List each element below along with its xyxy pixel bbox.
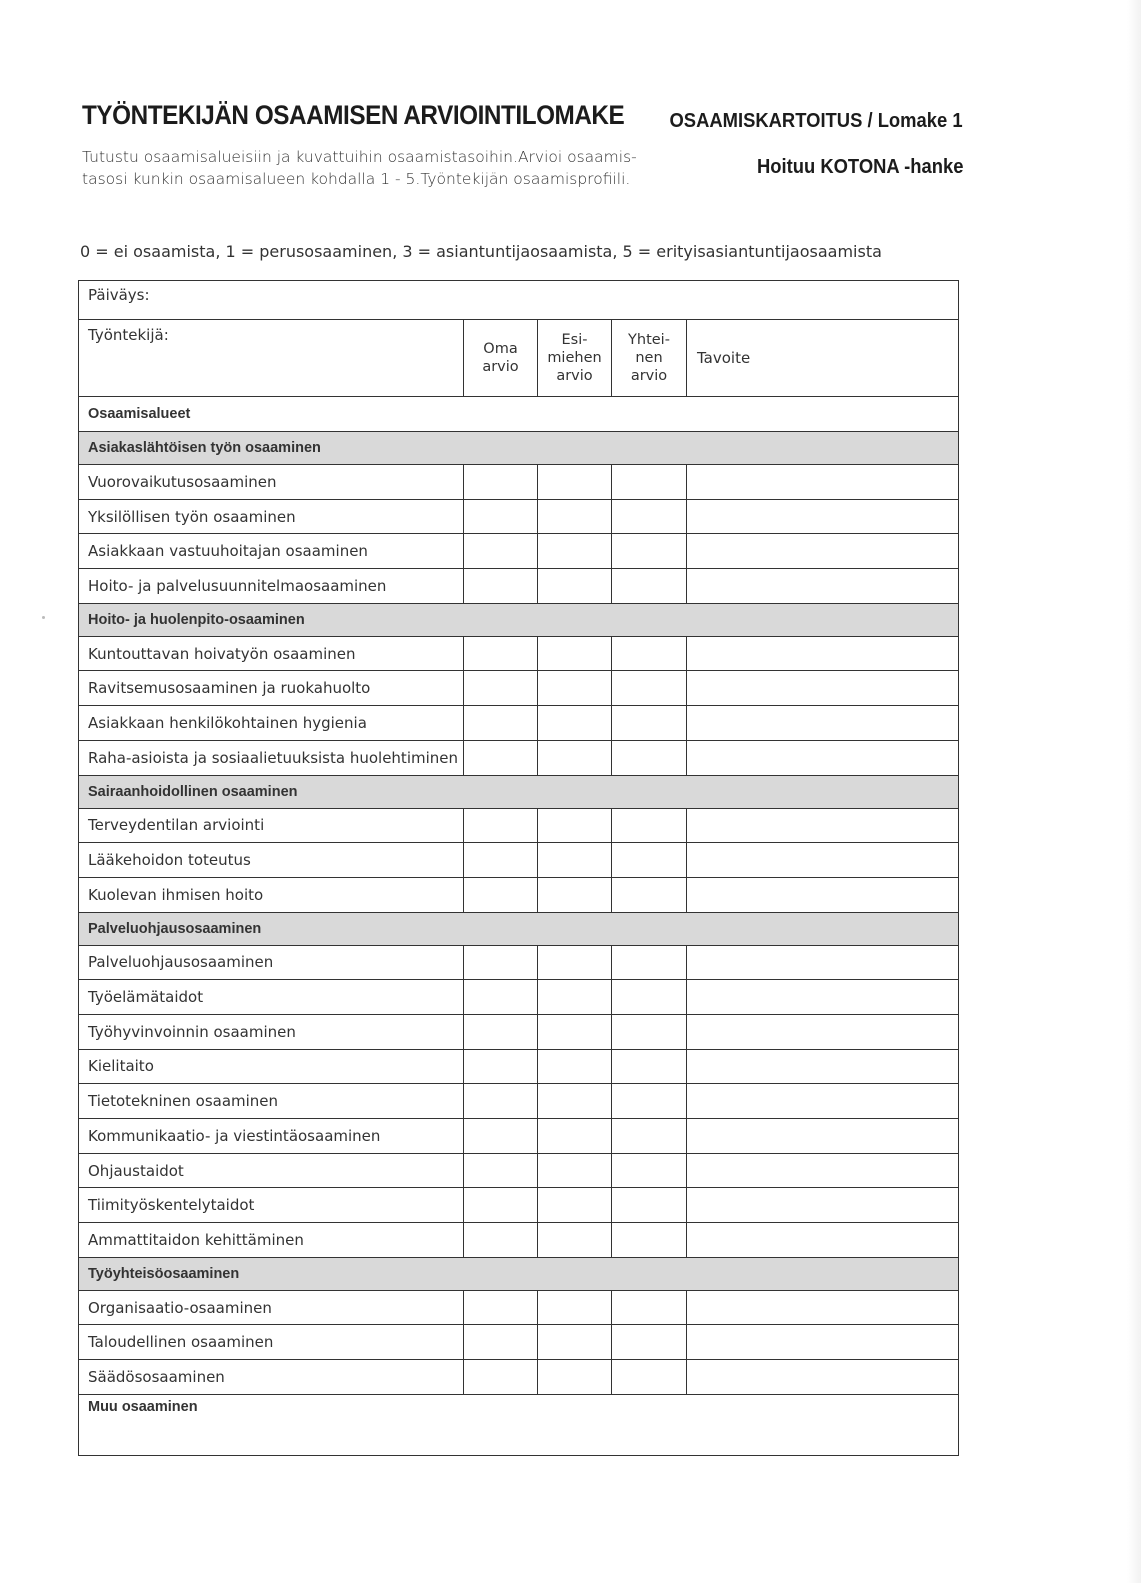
form-title: TYÖNTEKIJÄN OSAAMISEN ARVIOINTILOMAKE [82,100,625,130]
header-row [79,320,959,397]
areas-row [79,397,959,432]
competence-row [79,1290,959,1325]
competence-row [79,499,959,534]
column-supervisor-rating-line: miehen [547,350,602,366]
supervisor-rating-cell[interactable] [538,465,612,500]
goal-cell[interactable] [687,706,959,741]
competence-label: Kommunikaatio- ja viestintäosaaminen [79,1119,464,1154]
own-rating-cell[interactable] [464,1360,538,1395]
goal-cell[interactable] [687,740,959,775]
goal-cell[interactable] [687,671,959,706]
competence-row [79,843,959,878]
competence-row [79,636,959,671]
goal-cell[interactable] [687,465,959,500]
competence-label: Asiakkaan vastuuhoitajan osaaminen [79,534,464,569]
supervisor-rating-cell[interactable] [538,740,612,775]
supervisor-rating-cell[interactable] [538,980,612,1015]
competence-row [79,534,959,569]
section-header-row [79,775,959,808]
competence-row [79,569,959,604]
supervisor-rating-cell[interactable] [538,534,612,569]
section-header-row [79,1257,959,1290]
competence-row [79,945,959,980]
joint-rating-cell[interactable] [612,1223,687,1258]
other-competence-label: Muu osaaminen [88,1398,198,1415]
section-header-row [79,432,959,465]
goal-cell[interactable] [687,1188,959,1223]
competence-row [79,808,959,843]
form-reference: OSAAMISKARTOITUS / Lomake 1 [669,110,963,132]
worker-label: Työntekijä: [88,326,169,344]
intro-line-2: tasosi kunkin osaamisalueen kohdalla 1 - 5.Työntekijän osaamisprofiili. [82,170,631,188]
other-competence-row [79,1394,959,1455]
competence-label: Tiimityöskentelytaidot [79,1188,464,1223]
column-supervisor-rating-line: arvio [556,368,593,384]
goal-cell[interactable] [687,569,959,604]
own-rating-cell[interactable] [464,740,538,775]
own-rating-cell[interactable] [464,1119,538,1154]
column-joint-rating-line: nen [635,350,663,366]
supervisor-rating-cell[interactable] [538,1119,612,1154]
project-name: Hoituu KOTONA -hanke [756,156,963,178]
joint-rating-cell[interactable] [612,1084,687,1119]
supervisor-rating-cell[interactable] [538,1014,612,1049]
supervisor-rating-cell[interactable] [538,843,612,878]
joint-rating-cell[interactable] [612,1325,687,1360]
joint-rating-cell[interactable] [612,499,687,534]
joint-rating-cell[interactable] [612,706,687,741]
own-rating-cell[interactable] [464,1290,538,1325]
competence-label: Työelämätaidot [79,980,464,1015]
goal-cell[interactable] [687,1223,959,1258]
own-rating-cell[interactable] [464,1084,538,1119]
joint-rating-cell[interactable] [612,1049,687,1084]
goal-cell[interactable] [687,499,959,534]
competence-label: Terveydentilan arviointi [79,808,464,843]
goal-cell[interactable] [687,1325,959,1360]
assessment-table-body [79,281,959,1456]
joint-rating-cell[interactable] [612,877,687,912]
competence-label: Raha-asioista ja sosiaalietuuksista huolehtiminen [79,740,464,775]
joint-rating-cell[interactable] [612,569,687,604]
competence-row [79,740,959,775]
goal-cell[interactable] [687,877,959,912]
competence-label: Kuolevan ihmisen hoito [79,877,464,912]
competence-row [79,1188,959,1223]
intro-text [82,146,692,190]
joint-rating-cell[interactable] [612,465,687,500]
joint-rating-cell[interactable] [612,1360,687,1395]
competence-label: Ravitsemusosaaminen ja ruokahuolto [79,671,464,706]
goal-cell[interactable] [687,945,959,980]
supervisor-rating-cell[interactable] [538,1325,612,1360]
goal-cell[interactable] [687,1014,959,1049]
section-title: Työyhteisöosaaminen [79,1257,959,1290]
own-rating-cell[interactable] [464,534,538,569]
supervisor-rating-cell[interactable] [538,808,612,843]
joint-rating-cell[interactable] [612,534,687,569]
competence-label: Ammattitaidon kehittäminen [79,1223,464,1258]
own-rating-cell[interactable] [464,1014,538,1049]
competence-row [79,1153,959,1188]
competence-row [79,1325,959,1360]
joint-rating-cell[interactable] [612,1153,687,1188]
worker-field[interactable] [79,320,464,397]
column-joint-rating-line: Yhtei- [628,332,670,348]
competence-row [79,1014,959,1049]
goal-cell[interactable] [687,808,959,843]
own-rating-cell[interactable] [464,636,538,671]
competence-label: Hoito- ja palvelusuunnitelmaosaaminen [79,569,464,604]
column-supervisor-rating-line: Esi- [561,332,588,348]
section-title: Sairaanhoidollinen osaaminen [79,775,959,808]
competence-row [79,1360,959,1395]
own-rating-cell[interactable] [464,499,538,534]
joint-rating-cell[interactable] [612,843,687,878]
supervisor-rating-cell[interactable] [538,1049,612,1084]
own-rating-cell[interactable] [464,1188,538,1223]
competence-label: Ohjaustaidot [79,1153,464,1188]
areas-label: Osaamisalueet [79,397,959,432]
own-rating-cell[interactable] [464,706,538,741]
column-goal: Tavoite [687,320,959,397]
goal-cell[interactable] [687,636,959,671]
column-own-rating-line: Oma [483,341,518,357]
joint-rating-cell[interactable] [612,808,687,843]
section-header-row [79,912,959,945]
supervisor-rating-cell[interactable] [538,1084,612,1119]
competence-label: Organisaatio-osaaminen [79,1290,464,1325]
intro-line-1: Tutustu osaamisalueisiin ja kuvattuihin osaamistasoihin.Arvioi osaamis- [82,148,637,166]
competence-row [79,1223,959,1258]
competence-row [79,1084,959,1119]
goal-cell[interactable] [687,1084,959,1119]
joint-rating-cell[interactable] [612,945,687,980]
own-rating-cell[interactable] [464,1223,538,1258]
own-rating-cell[interactable] [464,808,538,843]
supervisor-rating-cell[interactable] [538,945,612,980]
goal-cell[interactable] [687,1153,959,1188]
competence-row [79,980,959,1015]
competence-label: Asiakkaan henkilökohtainen hygienia [79,706,464,741]
joint-rating-cell[interactable] [612,1188,687,1223]
supervisor-rating-cell[interactable] [538,877,612,912]
competence-label: Yksilöllisen työn osaaminen [79,499,464,534]
column-own-rating-line: arvio [482,359,519,375]
own-rating-cell[interactable] [464,1325,538,1360]
section-header-row [79,603,959,636]
goal-cell[interactable] [687,980,959,1015]
joint-rating-cell[interactable] [612,636,687,671]
own-rating-cell[interactable] [464,569,538,604]
column-joint-rating [612,320,687,397]
column-own-rating [464,320,538,397]
column-supervisor-rating [538,320,612,397]
supervisor-rating-cell[interactable] [538,1153,612,1188]
competence-label: Palveluohjausosaaminen [79,945,464,980]
goal-cell[interactable] [687,1049,959,1084]
section-title: Hoito- ja huolenpito-osaaminen [79,603,959,636]
goal-cell[interactable] [687,1360,959,1395]
joint-rating-cell[interactable] [612,671,687,706]
scan-edge-shadow [1127,0,1141,1583]
joint-rating-cell[interactable] [612,1014,687,1049]
own-rating-cell[interactable] [464,465,538,500]
joint-rating-cell[interactable] [612,1119,687,1154]
own-rating-cell[interactable] [464,877,538,912]
competence-label: Työhyvinvoinnin osaaminen [79,1014,464,1049]
column-joint-rating-line: arvio [630,368,668,384]
competence-label: Taloudellinen osaaminen [79,1325,464,1360]
competence-label: Tietotekninen osaaminen [79,1084,464,1119]
date-row [79,281,959,320]
competence-row [79,706,959,741]
supervisor-rating-cell[interactable] [538,671,612,706]
goal-cell[interactable] [687,1119,959,1154]
supervisor-rating-cell[interactable] [538,1290,612,1325]
date-field[interactable] [79,281,959,320]
scan-speck [42,616,45,619]
supervisor-rating-cell[interactable] [538,499,612,534]
competence-label: Kuntouttavan hoivatyön osaaminen [79,636,464,671]
goal-cell[interactable] [687,843,959,878]
section-title: Asiakaslähtöisen työn osaaminen [79,432,959,465]
own-rating-cell[interactable] [464,980,538,1015]
own-rating-cell[interactable] [464,1049,538,1084]
joint-rating-cell[interactable] [612,740,687,775]
date-label: Päiväys: [88,286,150,304]
joint-rating-cell[interactable] [612,1290,687,1325]
competence-row [79,1119,959,1154]
supervisor-rating-cell[interactable] [538,706,612,741]
competence-row [79,465,959,500]
competence-label: Lääkehoidon toteutus [79,843,464,878]
own-rating-cell[interactable] [464,671,538,706]
supervisor-rating-cell[interactable] [538,1223,612,1258]
own-rating-cell[interactable] [464,1153,538,1188]
goal-cell[interactable] [687,534,959,569]
own-rating-cell[interactable] [464,945,538,980]
goal-cell[interactable] [687,1290,959,1325]
supervisor-rating-cell[interactable] [538,1188,612,1223]
competence-label: Kielitaito [79,1049,464,1084]
section-title: Palveluohjausosaaminen [79,912,959,945]
supervisor-rating-cell[interactable] [538,1360,612,1395]
rating-scale-legend: 0 = ei osaamista, 1 = perusosaaminen, 3 = asiantuntijaosaamista, 5 = erityisasiantuntijaosaamista [80,242,882,261]
competence-label: Säädösosaaminen [79,1360,464,1395]
assessment-table [78,280,959,1456]
competence-row [79,671,959,706]
other-competence-field[interactable] [79,1394,959,1455]
competence-row [79,877,959,912]
competence-label: Vuorovaikutusosaaminen [79,465,464,500]
own-rating-cell[interactable] [464,843,538,878]
competence-row [79,1049,959,1084]
supervisor-rating-cell[interactable] [538,636,612,671]
supervisor-rating-cell[interactable] [538,569,612,604]
joint-rating-cell[interactable] [612,980,687,1015]
